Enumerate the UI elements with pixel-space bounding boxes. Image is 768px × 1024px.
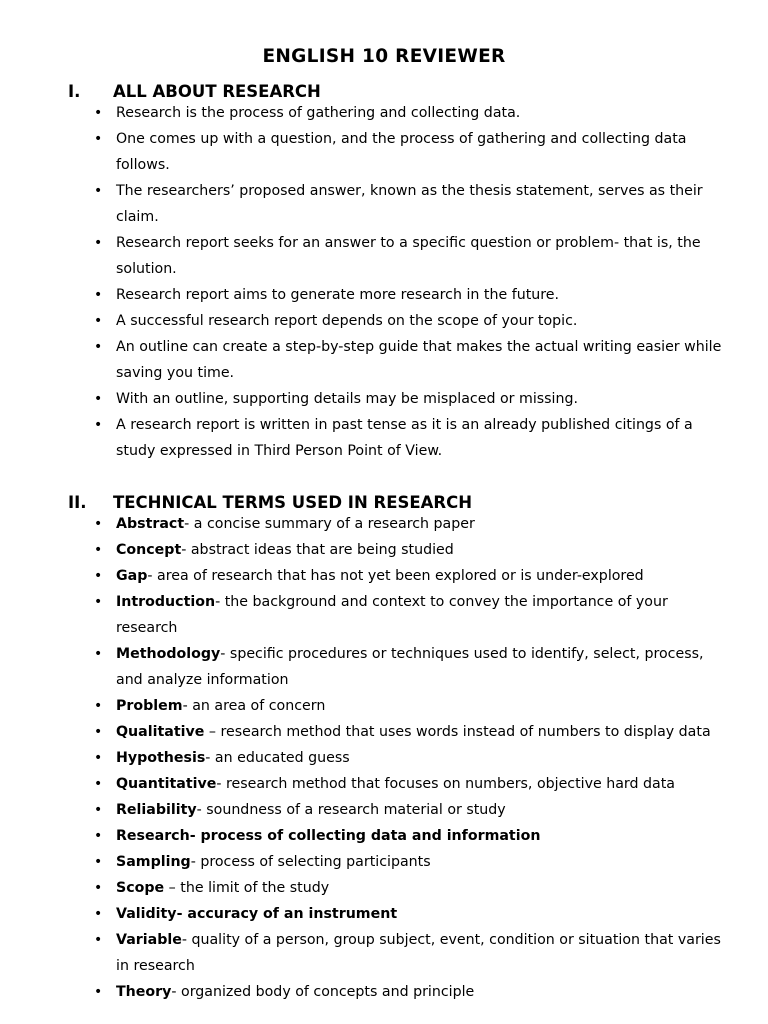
bullet-icon: • <box>94 287 103 303</box>
term-label: Abstract <box>116 516 185 532</box>
bullet-icon: • <box>94 417 103 433</box>
bullet-icon: • <box>94 932 103 948</box>
bullet-icon: • <box>94 750 103 766</box>
list-item <box>68 412 728 464</box>
term-item-problem <box>68 693 728 719</box>
term-item-concept <box>68 537 728 563</box>
list-item-text: Research is the process of gathering and collecting data. <box>116 105 521 121</box>
term-label: Methodology <box>116 646 221 662</box>
bullet-icon: • <box>94 313 103 329</box>
term-definition: - an educated guess <box>205 750 350 766</box>
term-label: Validity <box>116 906 177 922</box>
term-item-scope <box>68 875 728 901</box>
term-item-quantitative <box>68 771 728 797</box>
term-definition: - accuracy of an instrument <box>176 906 398 922</box>
bullet-icon: • <box>94 183 103 199</box>
section-heading-text: ALL ABOUT RESEARCH <box>113 82 321 101</box>
research-bullet-list <box>68 100 728 464</box>
term-item-reliability <box>68 797 728 823</box>
bullet-icon: • <box>94 516 103 532</box>
term-definition: - process of collecting data and information <box>189 828 541 844</box>
list-item <box>68 230 728 282</box>
list-item-text: One comes up with a question, and the process of gathering and collecting data follows. <box>116 131 687 173</box>
term-definition: - abstract ideas that are being studied <box>181 542 454 558</box>
term-label: Gap <box>116 568 148 584</box>
list-item <box>68 126 728 178</box>
list-item <box>68 100 728 126</box>
list-item-text: The researchers’ proposed answer, known as the thesis statement, serves as their claim. <box>116 183 703 225</box>
term-item-abstract <box>68 511 728 537</box>
term-item-sampling <box>68 849 728 875</box>
bullet-icon: • <box>94 105 103 121</box>
term-definition: - a concise summary of a research paper <box>184 516 475 532</box>
bullet-icon: • <box>94 568 103 584</box>
term-label: Qualitative <box>116 724 205 740</box>
section-numeral: II. <box>68 493 87 512</box>
bullet-icon: • <box>94 776 103 792</box>
term-item-theory <box>68 979 728 1005</box>
term-item-variable <box>68 927 728 979</box>
term-item-methodology <box>68 641 728 693</box>
section-heading-all-about-research <box>68 82 321 101</box>
term-definition: - the background and context to convey the importance of your research <box>116 594 668 636</box>
term-label: Sampling <box>116 854 191 870</box>
list-item-text: With an outline, supporting details may be misplaced or missing. <box>116 391 578 407</box>
bullet-icon: • <box>94 131 103 147</box>
section-heading-text: TECHNICAL TERMS USED IN RESEARCH <box>113 493 473 512</box>
list-item <box>68 282 728 308</box>
term-label: Scope <box>116 880 165 896</box>
term-label: Hypothesis <box>116 750 206 766</box>
term-item-hypothesis <box>68 745 728 771</box>
bullet-icon: • <box>94 724 103 740</box>
term-definition: - quality of a person, group subject, event, condition or situation that varies in research <box>116 932 721 974</box>
bullet-icon: • <box>94 339 103 355</box>
term-label: Introduction <box>116 594 216 610</box>
term-definition: - specific procedures or techniques used to identify, select, process, and analyze information <box>116 646 704 688</box>
term-definition: - organized body of concepts and principle <box>171 984 475 1000</box>
term-item-qualitative <box>68 719 728 745</box>
term-definition: - an area of concern <box>182 698 326 714</box>
bullet-icon: • <box>94 906 103 922</box>
bullet-icon: • <box>94 984 103 1000</box>
list-item-text: A successful research report depends on the scope of your topic. <box>116 313 578 329</box>
section-numeral: I. <box>68 82 81 101</box>
list-item-text: An outline can create a step-by-step guide that makes the actual writing easier while saving you time. <box>116 339 722 381</box>
list-item-text: A research report is written in past tense as it is an already published citings of a study expressed in Third Person Point of View. <box>116 417 693 459</box>
list-item-text: Research report seeks for an answer to a specific question or problem- that is, the solution. <box>116 235 701 277</box>
list-item-text: Research report aims to generate more research in the future. <box>116 287 560 303</box>
term-definition: - research method that focuses on numbers, objective hard data <box>216 776 675 792</box>
section-heading-technical-terms <box>68 493 472 512</box>
list-item <box>68 308 728 334</box>
term-label: Research <box>116 828 190 844</box>
bullet-icon: • <box>94 880 103 896</box>
bullet-icon: • <box>94 235 103 251</box>
bullet-icon: • <box>94 391 103 407</box>
list-item <box>68 178 728 230</box>
term-label: Reliability <box>116 802 197 818</box>
list-item <box>68 334 728 386</box>
term-item-research <box>68 823 728 849</box>
document-title: ENGLISH 10 REVIEWER <box>262 46 506 67</box>
term-label: Theory <box>116 984 172 1000</box>
term-label: Quantitative <box>116 776 217 792</box>
term-item-validity <box>68 901 728 927</box>
bullet-icon: • <box>94 698 103 714</box>
term-definition: - area of research that has not yet been explored or is under-explored <box>147 568 644 584</box>
bullet-icon: • <box>94 646 103 662</box>
bullet-icon: • <box>94 802 103 818</box>
term-definition: - soundness of a research material or study <box>196 802 506 818</box>
term-item-introduction <box>68 589 728 641</box>
technical-terms-list <box>68 511 728 1005</box>
term-label: Variable <box>116 932 182 948</box>
bullet-icon: • <box>94 854 103 870</box>
list-item <box>68 386 728 412</box>
term-definition: – the limit of the study <box>164 880 330 896</box>
bullet-icon: • <box>94 828 103 844</box>
term-item-gap <box>68 563 728 589</box>
bullet-icon: • <box>94 542 103 558</box>
term-definition: - process of selecting participants <box>190 854 431 870</box>
term-label: Problem <box>116 698 183 714</box>
bullet-icon: • <box>94 594 103 610</box>
term-definition: – research method that uses words instead of numbers to display data <box>204 724 711 740</box>
term-label: Concept <box>116 542 182 558</box>
